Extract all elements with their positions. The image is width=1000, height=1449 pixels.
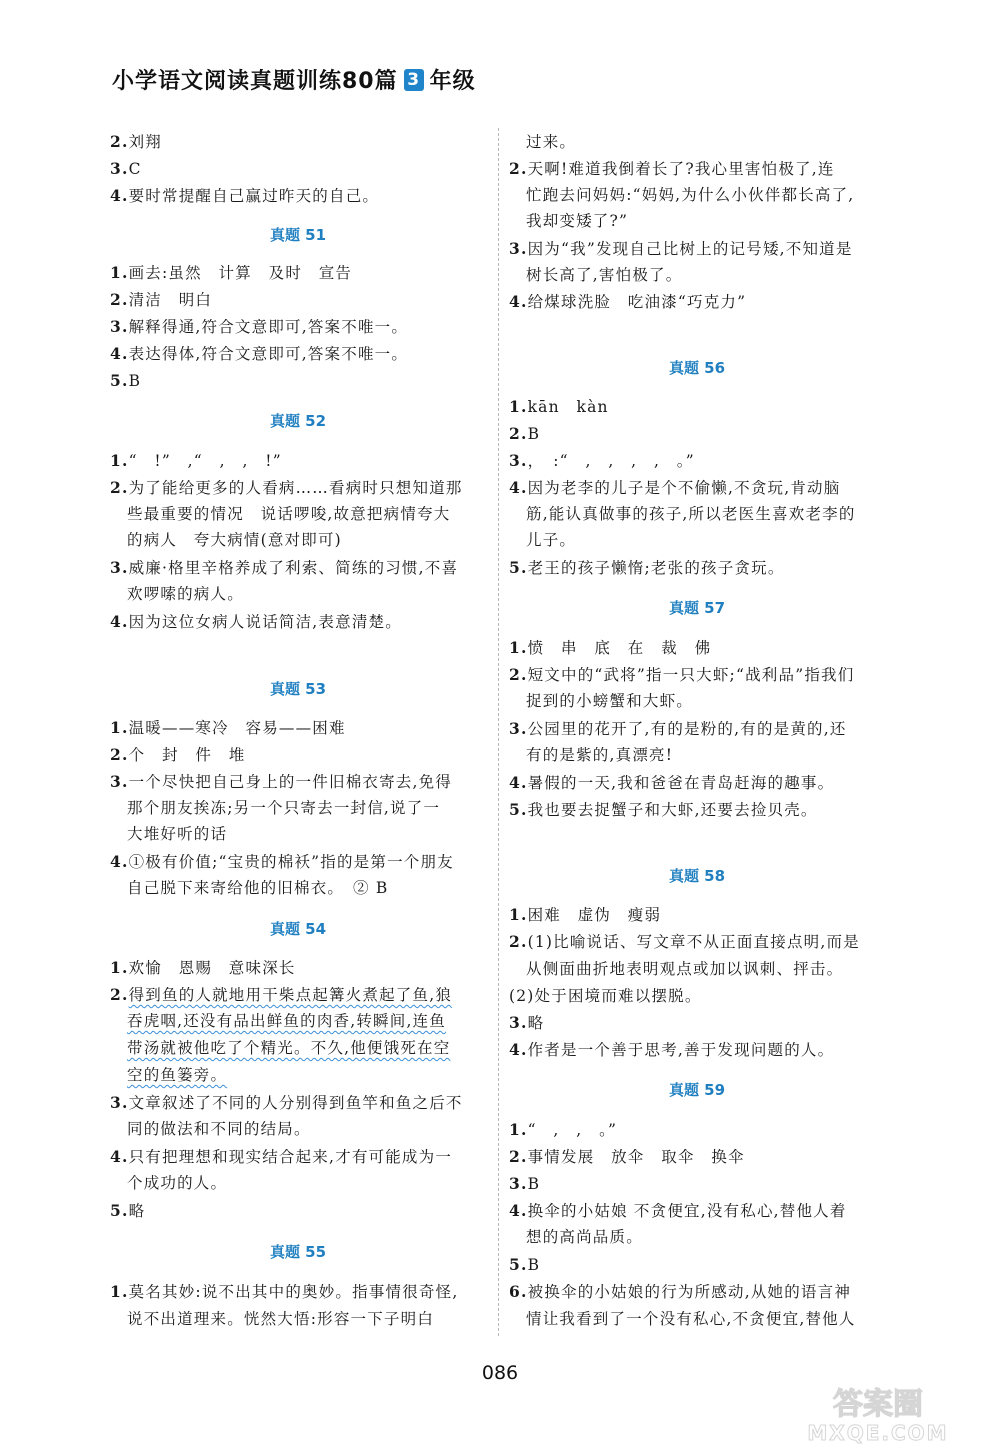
answer-line: 想的高尚品质。	[526, 1228, 643, 1246]
answer-line: 4.表达得体,符合文意即可,答案不唯一。	[110, 344, 409, 363]
header-title-prefix: 小学语文阅读真题训练80篇	[112, 69, 398, 94]
answer-line: 2.(1)比喻说话、写文章不从正面直接点明,而是	[509, 932, 860, 951]
answer-line: 有的是紫的,真漂亮!	[526, 746, 674, 764]
answer-line: 1.“ , , 。”	[509, 1120, 618, 1139]
answer-line: 筋,能认真做事的孩子,所以老医生喜欢老李的	[526, 505, 856, 523]
answer-line: 大堆好听的话	[127, 825, 228, 843]
page-number: 086	[481, 1362, 519, 1384]
section-title-59: 真题 59	[668, 1081, 726, 1099]
answer-line: 5.略	[110, 1201, 146, 1220]
answer-line: 1.困难 虚伪 瘦弱	[509, 905, 662, 924]
answer-line: 4.因为老李的儿子是个不偷懒,不贪玩,肯动脑	[509, 478, 841, 497]
answer-line: 1.画去:虽然 计算 及时 宣告	[110, 263, 353, 282]
section-title-57: 真题 57	[668, 599, 726, 617]
section-title-58: 真题 58	[668, 867, 726, 885]
answer-line: 2.得到鱼的人就地用干柴点起篝火煮起了鱼,狼	[110, 985, 453, 1004]
answer-line: 5.我也要去捉蟹子和大虾,还要去捡贝壳。	[509, 800, 818, 819]
answer-line: 1.愤 串 底 在 裁 佛	[509, 638, 712, 657]
answer-line: 1.莫名其妙:说不出其中的奥妙。指事情很奇怪,	[110, 1282, 459, 1301]
book-header	[112, 64, 476, 95]
answer-line: 说不出道理来。恍然大悟:形容一下子明白	[127, 1310, 435, 1328]
answer-line: 3.B	[509, 1174, 541, 1193]
answer-line: 2.事情发展 放伞 取伞 换伞	[509, 1147, 745, 1166]
section-title-51: 真题 51	[269, 226, 327, 244]
section-title-52: 真题 52	[269, 412, 327, 430]
answer-line: 2.清洁 明白	[110, 290, 213, 309]
answer-line: 3.C	[110, 159, 142, 178]
highlighted-answer: 吞虎咽,还没有品出鲜鱼的肉香,转瞬间,连鱼	[127, 1012, 446, 1030]
answer-line: 4.暑假的一天,我和爸爸在青岛赶海的趣事。	[509, 773, 835, 792]
answer-line: 3.解释得通,符合文意即可,答案不唯一。	[110, 317, 409, 336]
answer-line: 情让我看到了一个没有私心,不贪便宜,替他人	[526, 1310, 856, 1328]
answer-line	[110, 1011, 446, 1031]
answer-line: 从侧面曲折地表明观点或加以讽刺、抨击。	[526, 960, 844, 978]
answer-line: 过来。	[526, 133, 577, 151]
answer-line: 树长高了,害怕极了。	[526, 266, 683, 284]
answer-line: 2.个 封 件 堆	[110, 745, 246, 764]
highlighted-answer: 带汤就被他吃了个精光。不久,他便饿死在空	[127, 1039, 451, 1057]
section-title-54: 真题 54	[269, 920, 327, 938]
column-divider	[498, 128, 499, 1336]
answer-line: 1.“ !” ,“ , , !”	[110, 451, 282, 470]
answer-line: 2.短文中的“武将”指一只大虾;“战利品”指我们	[509, 665, 855, 684]
highlighted-answer: 得到鱼的人就地用干柴点起篝火煮起了鱼,狼	[128, 986, 453, 1004]
answer-line: 6.被换伞的小姑娘的行为所感动,从她的语言神	[509, 1282, 852, 1301]
answer-line	[110, 1065, 227, 1085]
answer-line: 捉到的小螃蟹和大虾。	[526, 692, 694, 710]
answer-line: 2.B	[509, 424, 541, 443]
answer-line: 4.换伞的小姑娘 不贪便宜,没有私心,替他人着	[509, 1201, 847, 1220]
answer-line: 那个朋友挨冻;另一个只寄去一封信,说了一	[127, 799, 441, 817]
answer-line: 1.欢愉 恩赐 意味深长	[110, 958, 296, 977]
answer-line: 些最重要的情况 说话啰唆,故意把病情夸大	[127, 505, 451, 523]
header-title-suffix: 年级	[429, 69, 476, 94]
watermark-logo	[778, 1384, 978, 1444]
highlighted-answer: 空的鱼篓旁。	[127, 1066, 228, 1084]
answer-line: 2.天啊!难道我倒着长了?我心里害怕极了,连	[509, 159, 835, 178]
answer-line: 3.一个尽快把自己身上的一件旧棉衣寄去,免得	[110, 772, 453, 791]
answer-line: 4.作者是一个善于思考,善于发现问题的人。	[509, 1040, 835, 1059]
watermark-url: MXQE.COM	[807, 1421, 949, 1444]
answer-line: (2)处于困境而难以摆脱。	[509, 987, 702, 1005]
answer-line: 儿子。	[526, 531, 577, 549]
answer-line: 5.B	[509, 1255, 541, 1274]
answer-line: 5.老王的孩子懒惰;老张的孩子贪玩。	[509, 558, 785, 577]
answer-line: 2.刘翔	[110, 132, 162, 151]
answer-line: 个成功的人。	[127, 1174, 228, 1192]
answer-line: 4.①极有价值;“宝贵的棉袄”指的是第一个朋友	[110, 852, 454, 871]
answer-line	[110, 1038, 450, 1058]
answer-line: 的病人 夸大病情(意对即可)	[127, 531, 342, 549]
answer-line: 同的做法和不同的结局。	[127, 1120, 311, 1138]
answer-line: 自己脱下来寄给他的旧棉衣。 ② B	[127, 879, 389, 897]
section-title-53: 真题 53	[269, 680, 327, 698]
answer-line: 4.给煤球洗脸 吃油漆“巧克力”	[509, 292, 747, 311]
section-title-56: 真题 56	[668, 359, 726, 377]
answer-line: 2.为了能给更多的人看病……看病时只想知道那	[110, 478, 463, 497]
answer-line: 欢啰嗦的病人。	[127, 585, 244, 603]
answer-line: 5.B	[110, 371, 142, 390]
answer-line: 忙跑去问妈妈:“妈妈,为什么小伙伴都长高了,	[526, 186, 855, 204]
answer-line: 1.kān kàn	[509, 397, 609, 416]
answer-line: 3.公园里的花开了,有的是粉的,有的是黄的,还	[509, 719, 847, 738]
answer-line: 3.略	[509, 1013, 545, 1032]
answer-line: 3.威廉·格里辛格养成了利索、简练的习惯,不喜	[110, 558, 459, 577]
answer-line: 1.温暖——寒冷 容易——困难	[110, 718, 346, 737]
grade-badge: 3	[404, 69, 424, 91]
section-title-55: 真题 55	[269, 1243, 327, 1261]
answer-line: 4.要时常提醒自己赢过昨天的自己。	[110, 186, 380, 205]
watermark-text: 答案圈	[833, 1387, 923, 1422]
answer-line: 我却变矮了?”	[526, 212, 629, 230]
answer-line: 3.， :“ , , , , 。”	[509, 451, 695, 470]
answer-line: 4.因为这位女病人说话简洁,表意清楚。	[110, 612, 402, 631]
answer-line: 4.只有把理想和现实结合起来,才有可能成为一	[110, 1147, 453, 1166]
answer-line: 3.文章叙述了不同的人分别得到鱼竿和鱼之后不	[110, 1093, 463, 1112]
answer-line: 3.因为“我”发现自己比树上的记号矮,不知道是	[509, 239, 853, 258]
